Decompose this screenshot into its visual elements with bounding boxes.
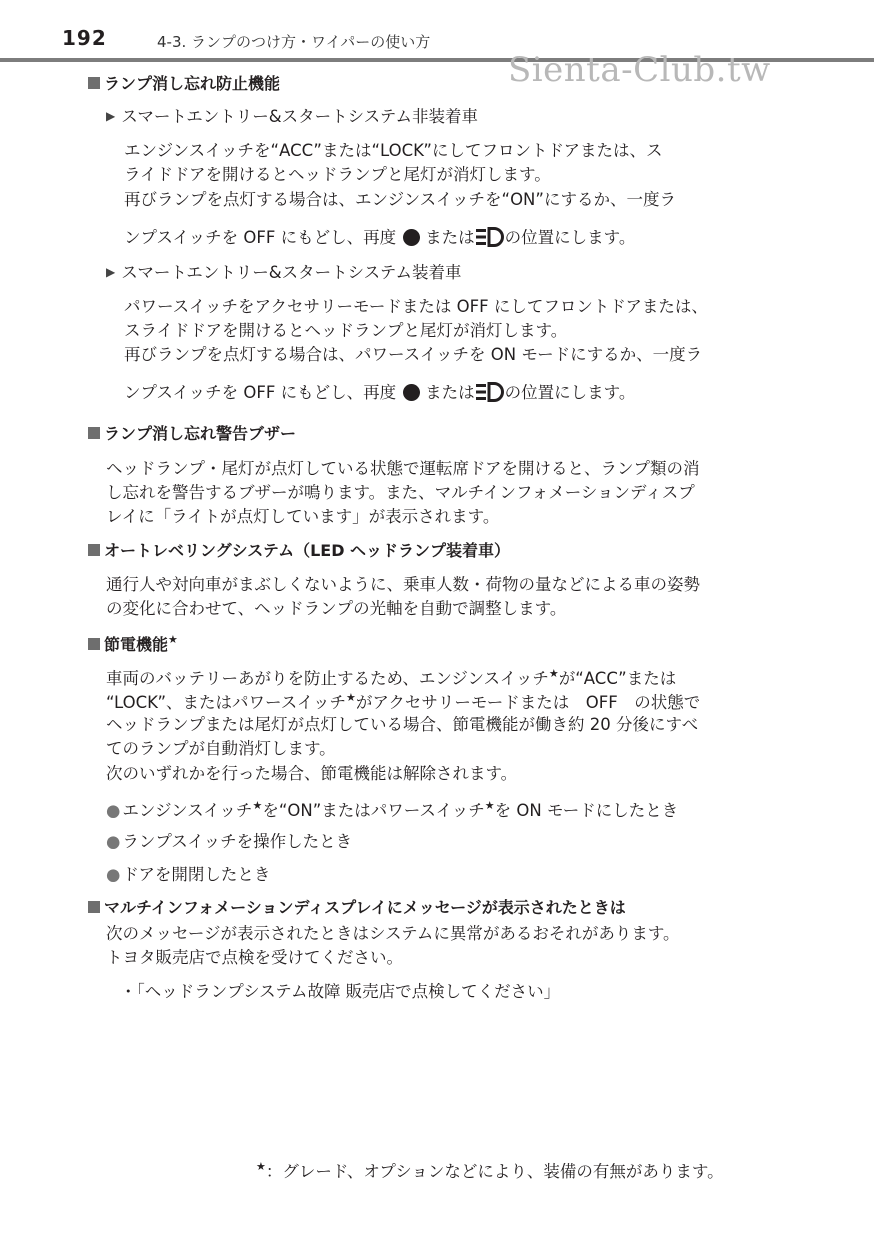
paragraph-line: てのランプが自動消灯します。 [106, 739, 336, 758]
headlamp-icon [476, 227, 504, 251]
bullet-item [106, 834, 352, 851]
bullet-marker: ● [106, 832, 121, 851]
paragraph-line: ヘッドランプ・尾灯が点灯している状態で運転席ドアを開けると、ランプ類の消 [106, 459, 700, 478]
footnote [256, 1158, 724, 1182]
headlamp-icon [476, 382, 504, 406]
heading-text: 節電機能 [104, 635, 169, 654]
chapter-title: 4-3. ランプのつけ方・ワイパーの使い方 [157, 33, 431, 51]
bullet-item [106, 867, 270, 884]
bullet-marker: ● [106, 865, 121, 884]
paragraph-line: ヘッドランプまたは尾灯が点灯している場合、節電機能が働き約 20 分後にすべ [106, 715, 699, 734]
star-marker: ★ [346, 691, 356, 704]
subheading-text: スマートエントリー&スタートシステム装着車 [121, 263, 462, 282]
star-marker: ★ [168, 633, 178, 646]
paragraph-line: スライドドアを開けるとヘッドランプと尾灯が消灯します。 [124, 321, 568, 340]
text-run: “LOCK”、またはパワースイッチ [106, 693, 347, 712]
bullet-marker: ● [106, 801, 121, 820]
text-run: ンプスイッチを OFF にもどし、再度 [124, 228, 397, 247]
paragraph-line: し忘れを警告するブザーが鳴ります。また、マルチインフォメーションディスプ [106, 483, 695, 502]
text-run: が“ACC”または [558, 669, 677, 688]
paragraph-line [106, 668, 676, 688]
text-run: の位置にします。 [504, 383, 636, 402]
paragraph-line: 次のいずれかを行った場合、節電機能は解除されます。 [106, 764, 518, 783]
paragraph-line-with-icons [124, 227, 635, 251]
star-marker: ★ [252, 799, 263, 812]
page-number: 192 [62, 26, 107, 50]
star-marker: ★ [256, 1160, 266, 1173]
square-marker [88, 901, 100, 913]
paragraph-line: 次のメッセージが表示されたときはシステムに異常があるおそれがあります。 [106, 924, 680, 943]
heading-text: マルチインフォメーションディスプレイにメッセージが表示されたときは [104, 898, 626, 917]
section-heading-auto-leveling [88, 543, 510, 559]
square-marker [88, 638, 100, 650]
text-run: エンジンスイッチ [122, 801, 253, 820]
triangle-marker: ▶ [106, 265, 116, 279]
filled-circle-icon [403, 384, 420, 401]
watermark: Sienta-Club.tw [508, 50, 771, 90]
footnote-text: ：グレード、オプションなどにより、装備の有無があります。 [265, 1162, 724, 1181]
subheading-smart-entry [106, 265, 461, 282]
heading-text: オートレベリングシステム（LED ヘッドランプ装着車） [104, 541, 511, 560]
paragraph-line: ライドドアを開けるとヘッドランプと尾灯が消灯します。 [124, 165, 551, 184]
text-run: ドアを開閉したとき [122, 865, 271, 884]
paragraph-line: レイに「ライトが点灯しています」が表示されます。 [106, 507, 500, 526]
star-marker: ★ [484, 799, 495, 812]
heading-text: ランプ消し忘れ警告ブザー [104, 424, 297, 443]
star-marker: ★ [548, 667, 559, 680]
paragraph-line: エンジンスイッチを“ACC”または“LOCK”にしてフロントドアまたは、ス [124, 141, 663, 160]
paragraph-line: の変化に合わせて、ヘッドランプの光軸を自動で調整します。 [106, 599, 567, 618]
text-run: ランプスイッチを操作したとき [122, 832, 353, 851]
text-run: または [425, 383, 475, 402]
paragraph-line: トヨタ販売店で点検を受けてください。 [106, 948, 403, 967]
triangle-marker: ▶ [106, 109, 116, 123]
square-marker [88, 544, 100, 556]
bullet-item [106, 800, 678, 820]
square-marker [88, 427, 100, 439]
filled-circle-icon [403, 229, 420, 246]
text-run: を“ON”またはパワースイッチ [262, 801, 485, 820]
text-run: ンプスイッチを OFF にもどし、再度 [124, 383, 397, 402]
text-run: を ON モードにしたとき [494, 801, 679, 820]
heading-text: ランプ消し忘れ防止機能 [104, 74, 281, 93]
paragraph-line: 通行人や対向車がまぶしくないように、乗車人数・荷物の量などによる車の姿勢 [106, 575, 700, 594]
paragraph-line: パワースイッチをアクセサリーモードまたは OFF にしてフロントドアまたは、 [124, 297, 708, 316]
message-item: ・「ヘッドランプシステム故障 販売店で点検してください」 [120, 982, 561, 1001]
text-run: 車両のバッテリーあがりを防止するため、エンジンスイッチ [106, 669, 549, 688]
section-heading-mid-message [88, 900, 626, 916]
subheading-text: スマートエントリー&スタートシステム非装着車 [121, 107, 478, 126]
text-run: の位置にします。 [504, 228, 636, 247]
paragraph-line-with-icons [124, 382, 635, 406]
paragraph-line: 再びランプを点灯する場合は、パワースイッチを ON モードにするか、一度ラ [124, 345, 703, 364]
section-heading-power-saving [88, 634, 178, 653]
section-heading-warning-buzzer [88, 426, 296, 442]
paragraph-line: 再びランプを点灯する場合は、エンジンスイッチを“ON”にするか、一度ラ [124, 190, 676, 209]
section-heading-lamp-reminder [88, 76, 280, 92]
paragraph-line [106, 692, 700, 712]
text-run: または [425, 228, 475, 247]
square-marker [88, 77, 100, 89]
subheading-no-smart-entry [106, 109, 478, 126]
text-run: がアクセサリーモードまたは OFF の状態で [355, 693, 701, 712]
